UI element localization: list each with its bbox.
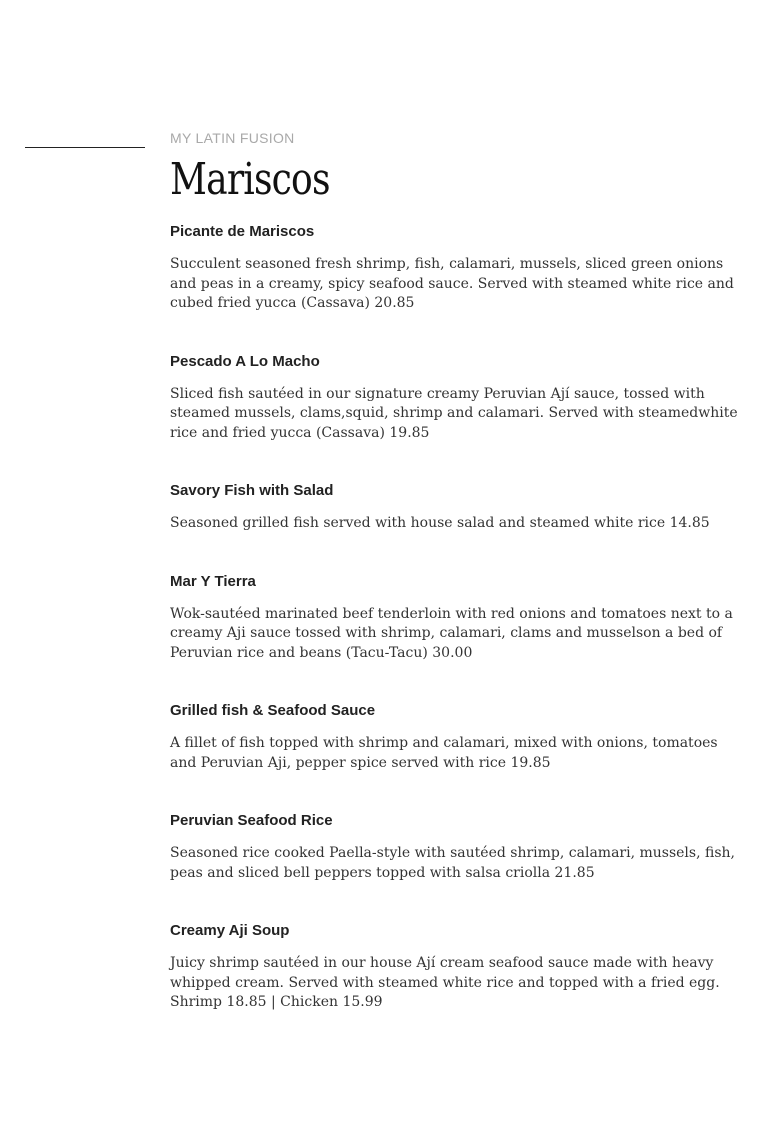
menu-item-name: Picante de Mariscos [170,223,315,240]
menu-item-list [170,222,745,1013]
menu-item-description: A fillet of fish topped with shrimp and calamari, mixed with onions, tomatoes and Peruvian Aji, pepper spice served with rice 19.85 [170,735,718,771]
menu-item-name: Pescado A Lo Macho [170,352,320,370]
menu-item [170,222,745,314]
menu-item-description: Sliced fish sautéed in our signature creamy Peruvian Ají sauce, tossed with steamed mussels, clams,squid, shrimp and calamari. Served with steamedwhite rice and fried yucca (Cassava) 19.85 [170,385,738,441]
menu-item [170,811,745,883]
menu-item-description: Succulent seasoned fresh shrimp, fish, calamari, mussels, sliced green onions and peas in a creamy, spicy seafood sauce. Served with steamed white rice and cubed fried yucca (Cassava) 20.85 [170,256,734,311]
menu-item [170,921,745,1013]
menu-item [170,481,745,534]
brand-name: MY LATIN FUSION [170,130,295,146]
menu-page [170,128,745,1051]
menu-item-description: Seasoned rice cooked Paella-style with sautéed shrimp, calamari, mussels, fish, peas and sliced bell peppers topped with salsa criolla 21.85 [170,845,735,881]
menu-item-description: Wok-sautéed marinated beef tenderloin with red onions and tomatoes next to a creamy Aji sauce tossed with shrimp, calamari, clams and musselson a bed of Peruvian rice and beans (Tacu-Tacu) 30.00 [170,605,733,661]
section-title: Mariscos [170,154,330,205]
menu-item [170,701,745,773]
menu-item [170,352,745,444]
menu-item-name: Creamy Aji Soup [170,922,290,939]
menu-item-description: Juicy shrimp sautéed in our house Ají cream seafood sauce made with heavy whipped cream. Served with steamed white rice and topped with a fried egg. Shrimp 18.85 | Chicken 15.99 [170,955,720,1010]
menu-item [170,572,745,664]
menu-item-name: Peruvian Seafood Rice [170,812,333,829]
menu-item-name: Mar Y Tierra [170,572,256,590]
menu-item-name: Grilled fish & Seafood Sauce [170,702,376,719]
decorative-rule [25,147,145,148]
menu-item-description: Seasoned grilled fish served with house salad and steamed white rice 14.85 [170,515,710,531]
menu-item-name: Savory Fish with Salad [170,482,334,499]
